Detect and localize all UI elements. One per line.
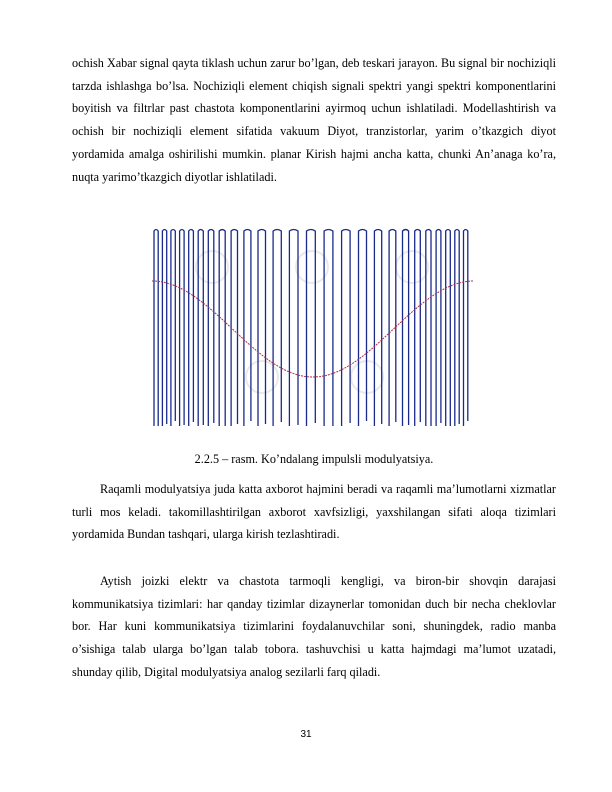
paragraph-1: ochish Xabar signal qayta tiklash uchun zarur bo’lgan, deb teskari jarayon. Bu signal bir nochiziqli tarzda ishlashga bo’lsa. Nochiziqli element chiqish signali spektri yangi spektri komponentlarini boyitish va filtrlar past chastota komponentlarini ayirmoq uchun ishlatiladi. Modellashtirish va ochish bir nochiziqli element sifatida vakuum Diyot, tranzistorlar, yarim o’tkazgich diyot yordamida amalga oshirilishi mumkin. planar Kirish hajmi ancha katta, chunki An’anaga ko’ra, nuqta yarimo’tkazgich diyotlar ishlatiladi. [72, 56, 556, 184]
page-number: 31 [300, 729, 312, 740]
paragraph-3: Aytish joizki elektr va chastota tarmoqli kengligi, va biron-bir shovqin darajasi kommunikatsiya tizimlari: har qanday tizimlar dizaynerlar tomonidan duch bir necha cheklovlar bor. Har kuni kommunikatsiya tizimlarini foydalanuvchilar soni, shuningdek, radio manba o’sishiga talab ularga bo’lgan talab tobora. tashuvchisi u katta hajmdagi ma’lumot uzatadi, shunday qilib, Digital modulyatsiya analog sezilarli farq qiladi. [72, 574, 556, 679]
pulse-modulation-figure [152, 227, 474, 430]
paragraph-2: Raqamli modulyatsiya juda katta axborot hajmini beradi va raqamli ma’lumotlarni xizmatlar turli mos keladi. takomillashtirilgan axborot xavfsizligi, yaxshilangan sifati aloqa tizimlari yordamida Bundan tashqari, ularga kirish tezlashtiradi. [72, 482, 556, 542]
figure-caption: 2.2.5 – rasm. Ko’ndalang impulsli modulyatsiya. [194, 452, 434, 466]
